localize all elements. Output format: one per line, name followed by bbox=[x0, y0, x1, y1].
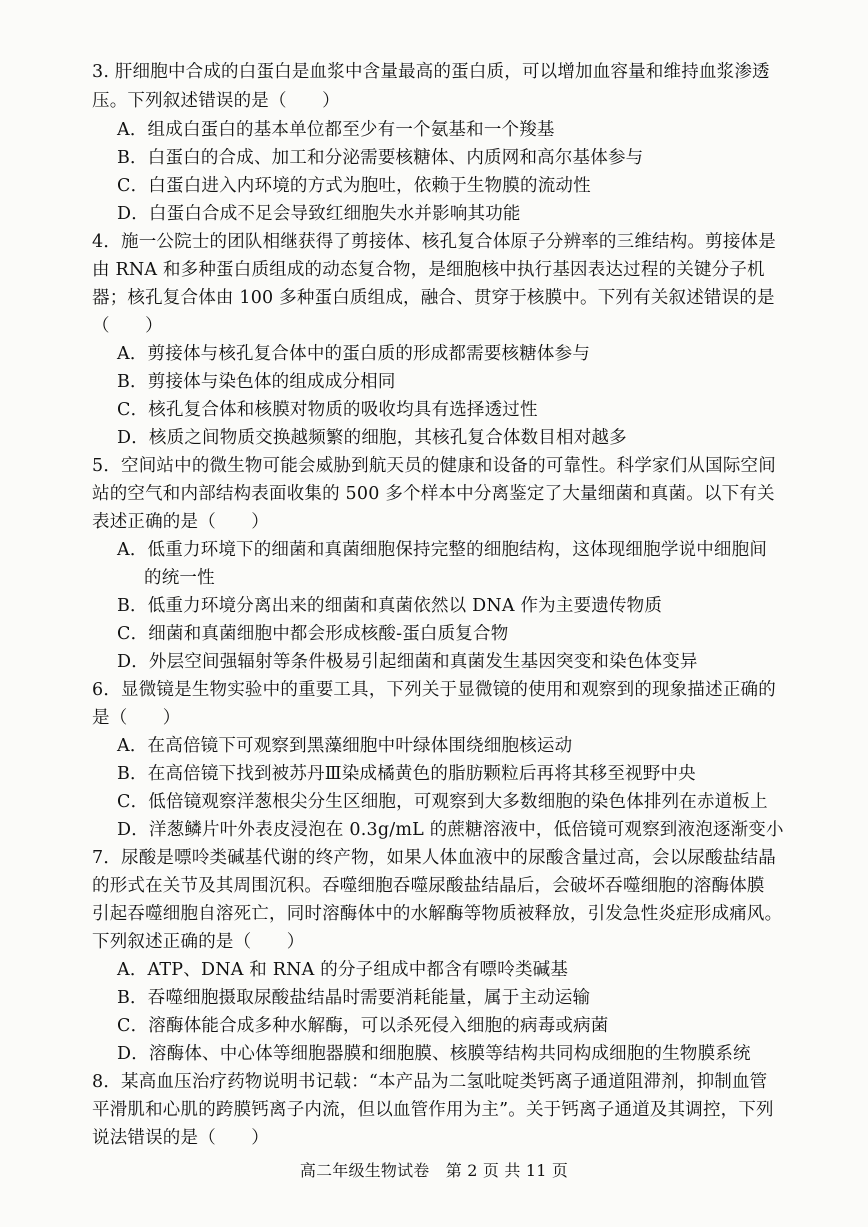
question-4-option-b: B．剪接体与染色体的组成成分相同 bbox=[117, 372, 396, 392]
question-7-option-b: B．吞噬细胞摄取尿酸盐结晶时需要消耗能量，属于主动运输 bbox=[117, 988, 591, 1008]
question-6-option-d: D．洋葱鳞片叶外表皮浸泡在 0.3g/mL 的蔗糖溶液中，低倍镜可观察到液泡逐渐变小 bbox=[117, 820, 784, 840]
question-5-option-b: B．低重力环境分离出来的细菌和真菌依然以 DNA 作为主要遗传物质 bbox=[117, 596, 663, 616]
question-3-option-b: B．白蛋白的合成、加工和分泌需要核糖体、内质网和高尔基体参与 bbox=[117, 148, 644, 168]
question-7-option-a: A．ATP、DNA 和 RNA 的分子组成中都含有嘌呤类碱基 bbox=[117, 960, 569, 980]
question-7-stem-line-1: 7．尿酸是嘌呤类碱基代谢的终产物，如果人体血液中的尿酸含量过高，会以尿酸盐结晶 bbox=[92, 848, 776, 868]
question-8-stem-line-3: 说法错误的是（ ） bbox=[92, 1128, 269, 1148]
question-8-stem-line-1: 8．某高血压治疗药物说明书记载：“本产品为二氢吡啶类钙离子通道阻滞剂，抑制血管 bbox=[92, 1072, 768, 1092]
question-5-option-a-cont: 的统一性 bbox=[144, 568, 215, 588]
question-5-option-c: C．细菌和真菌细胞中都会形成核酸-蛋白质复合物 bbox=[117, 624, 509, 644]
question-4-stem-line-4: （ ） bbox=[92, 316, 163, 336]
question-6-option-a: A．在高倍镜下可观察到黑藻细胞中叶绿体围绕细胞核运动 bbox=[117, 736, 573, 756]
question-6-option-c: C．低倍镜观察洋葱根尖分生区细胞，可观察到大多数细胞的染色体排列在赤道板上 bbox=[117, 792, 768, 812]
question-7-option-c: C．溶酶体能合成多种水解酶，可以杀死侵入细胞的病毒或病菌 bbox=[117, 1016, 609, 1036]
question-5-stem-line-3: 表述正确的是（ ） bbox=[92, 512, 269, 532]
question-3-stem-line-1: 3. 肝细胞中合成的白蛋白是血浆中含量最高的蛋白质，可以增加血容量和维持血浆渗透 bbox=[92, 62, 770, 82]
question-4-option-d: D．核质之间物质交换越频繁的细胞，其核孔复合体数目相对越多 bbox=[117, 428, 627, 448]
question-7-stem-line-2: 的形式在关节及其周围沉积。吞噬细胞吞噬尿酸盐结晶后，会破坏吞噬细胞的溶酶体膜 bbox=[92, 876, 765, 896]
question-4-stem-line-1: 4．施一公院士的团队相继获得了剪接体、核孔复合体原子分辨率的三维结构。剪接体是 bbox=[92, 232, 776, 252]
question-3-stem-line-2: 压。下列叙述错误的是（ ） bbox=[92, 91, 340, 111]
question-5-option-a: A．低重力环境下的细菌和真菌细胞保持完整的细胞结构，这体现细胞学说中细胞间 bbox=[117, 540, 768, 560]
question-7-stem-line-3: 引起吞噬细胞自溶死亡，同时溶酶体中的水解酶等物质被释放，引发急性炎症形成痛风。 bbox=[92, 904, 783, 924]
question-3-option-d: D．白蛋白合成不足会导致红细胞失水并影响其功能 bbox=[117, 204, 521, 224]
question-3-option-c: C．白蛋白进入内环境的方式为胞吐，依赖于生物膜的流动性 bbox=[117, 176, 591, 196]
question-4-stem-line-3: 器；核孔复合体由 100 多种蛋白质组成，融合、贯穿于核膜中。下列有关叙述错误的是 bbox=[92, 288, 775, 308]
question-7-stem-line-4: 下列叙述正确的是（ ） bbox=[92, 932, 305, 952]
question-8-stem-line-2: 平滑肌和心肌的跨膜钙离子内流，但以血管作用为主”。关于钙离子通道及其调控，下列 bbox=[92, 1100, 774, 1120]
question-7-option-d: D．溶酶体、中心体等细胞器膜和细胞膜、核膜等结构共同构成细胞的生物膜系统 bbox=[117, 1044, 751, 1064]
question-4-option-a: A．剪接体与核孔复合体中的蛋白质的形成都需要核糖体参与 bbox=[117, 344, 591, 364]
question-5-stem-line-2: 站的空气和内部结构表面收集的 500 多个样本中分离鉴定了大量细菌和真菌。以下有关 bbox=[92, 484, 775, 504]
question-6-stem-line-2: 是（ ） bbox=[92, 708, 181, 728]
question-3-option-a: A．组成白蛋白的基本单位都至少有一个氨基和一个羧基 bbox=[117, 120, 555, 140]
page-footer: 高二年级生物试卷 第 2 页 共 11 页 bbox=[299, 1161, 569, 1180]
question-5-option-d: D．外层空间强辐射等条件极易引起细菌和真菌发生基因突变和染色体变异 bbox=[117, 652, 698, 672]
question-4-option-c: C．核孔复合体和核膜对物质的吸收均具有选择透过性 bbox=[117, 400, 538, 420]
question-4-stem-line-2: 由 RNA 和多种蛋白质组成的动态复合物，是细胞核中执行基因表达过程的关键分子机 bbox=[92, 260, 765, 280]
question-5-stem-line-1: 5．空间站中的微生物可能会威胁到航天员的健康和设备的可靠性。科学家们从国际空间 bbox=[92, 456, 776, 476]
question-6-stem-line-1: 6．显微镜是生物实验中的重要工具，下列关于显微镜的使用和观察到的现象描述正确的 bbox=[92, 680, 776, 700]
question-6-option-b: B．在高倍镜下找到被苏丹Ⅲ染成橘黄色的脂肪颗粒后再将其移至视野中央 bbox=[117, 764, 696, 784]
